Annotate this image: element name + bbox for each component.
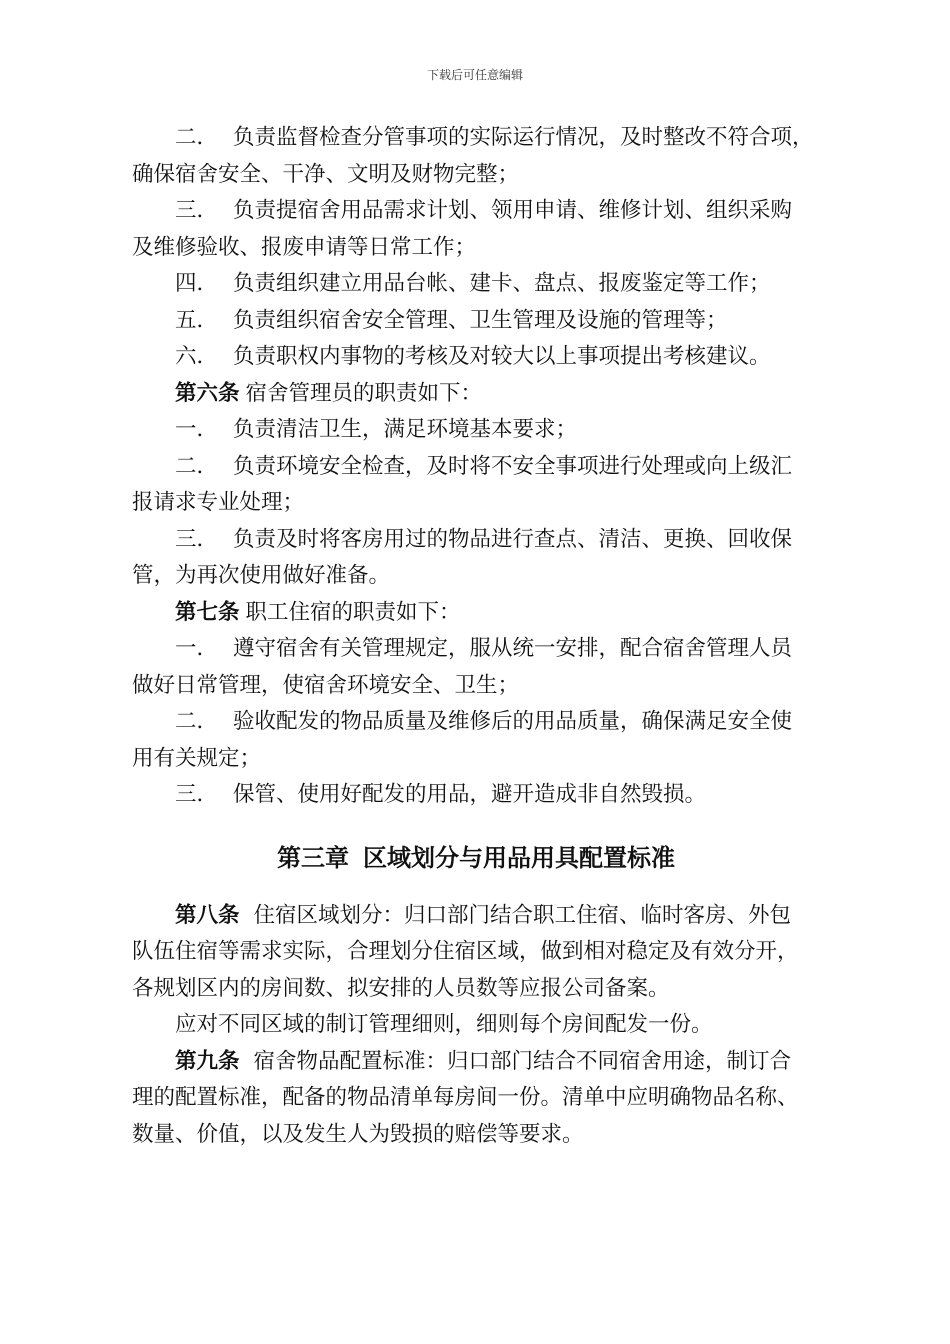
list-item-continuation: 报请求专业处理； <box>132 490 305 515</box>
paragraph: 应对不同区域的制订管理细则，细则每个房间配发一份。 <box>175 1012 713 1037</box>
list-item <box>132 339 820 376</box>
item-text: 负责提宿舍用品需求计划、领用申请、维修计划、组织采购 <box>233 198 793 223</box>
item-number: 三． <box>175 782 219 807</box>
list-item <box>132 631 820 668</box>
article-text: 宿舍物品配置标准：归口部门结合不同宿舍用途，制订合 <box>253 1048 792 1074</box>
list-item <box>132 120 820 157</box>
item-text: 验收配发的物品质量及维修后的用品质量，确保满足安全使 <box>233 709 793 734</box>
article-heading <box>132 376 820 413</box>
list-item-continuation: 及维修验收、报废申请等日常工作； <box>132 234 477 260</box>
article-label: 第八条 <box>175 902 240 928</box>
item-number: 一． <box>175 417 219 442</box>
item-number: 三． <box>175 526 219 552</box>
article-text: 住宿区域划分：归口部门结合职工住宿、临时客房、外包 <box>253 902 792 928</box>
item-number: 六． <box>175 344 219 369</box>
list-item <box>132 193 820 230</box>
item-text: 遵守宿舍有关管理规定，服从统一安排，配合宿舍管理人员 <box>233 636 793 661</box>
page-header: 下载后可任意编辑 <box>426 68 523 82</box>
article-paragraph <box>132 898 820 935</box>
article-label: 第九条 <box>175 1048 240 1074</box>
list-item <box>132 704 820 741</box>
paragraph-line: 队伍住宿等需求实际，合理划分住宿区域，做到相对稳定及有效分开， <box>132 939 799 964</box>
document-body <box>132 120 820 1153</box>
item-number: 四． <box>175 271 219 296</box>
article-label: 第七条 <box>175 599 240 625</box>
chapter-label: 第三章 <box>277 842 349 872</box>
list-item-continuation: 管，为再次使用做好准备。 <box>132 563 391 588</box>
item-text: 负责及时将客房用过的物品进行查点、清洁、更换、回收保 <box>233 526 793 552</box>
item-text: 负责组织宿舍安全管理、卫生管理及设施的管理等； <box>233 307 728 333</box>
item-number: 二． <box>175 453 219 479</box>
article-label: 第六条 <box>175 380 240 406</box>
paragraph-line: 理的配置标准，配备的物品清单每房间一份。清单中应明确物品名称、 <box>132 1085 799 1110</box>
item-text: 负责职权内事物的考核及对较大以上事项提出考核建议。 <box>233 344 771 369</box>
paragraph-line: 各规划区内的房间数、拟安排的人员数等应报公司备案。 <box>132 975 670 1001</box>
list-item <box>132 449 820 486</box>
item-number: 一． <box>175 636 219 661</box>
list-item-continuation: 做好日常管理，使宿舍环境安全、卫生； <box>132 672 520 698</box>
chapter-title <box>132 838 820 878</box>
article-heading <box>132 595 820 632</box>
list-item <box>132 412 820 449</box>
item-text: 保管、使用好配发的用品，避开造成非自然毁损。 <box>233 782 707 807</box>
item-number: 五． <box>175 307 219 333</box>
list-item <box>132 303 820 340</box>
article-text: 宿舍管理员的职责如下： <box>245 380 483 406</box>
article-paragraph <box>132 1044 820 1081</box>
item-text: 负责清洁卫生，满足环境基本要求； <box>233 417 578 442</box>
item-text: 负责环境安全检查，及时将不安全事项进行处理或向上级汇 <box>233 453 793 479</box>
article-text: 职工住宿的职责如下： <box>245 599 461 625</box>
item-number: 二． <box>175 709 219 734</box>
item-text: 负责监督检查分管事项的实际运行情况，及时整改不符合项， <box>233 125 814 150</box>
list-item-continuation: 用有关规定； <box>132 745 262 771</box>
list-item <box>132 777 820 814</box>
item-number: 二． <box>175 125 219 150</box>
item-number: 三． <box>175 198 219 223</box>
list-item-continuation: 确保宿舍安全、干净、文明及财物完整； <box>132 161 520 187</box>
list-item <box>132 266 820 303</box>
chapter-name: 区域划分与用品用具配置标准 <box>363 842 675 872</box>
list-item <box>132 522 820 559</box>
item-text: 负责组织建立用品台帐、建卡、盘点、报废鉴定等工作； <box>233 271 771 296</box>
paragraph-line: 数量、价值，以及发生人为毁损的赔偿等要求。 <box>132 1121 584 1147</box>
